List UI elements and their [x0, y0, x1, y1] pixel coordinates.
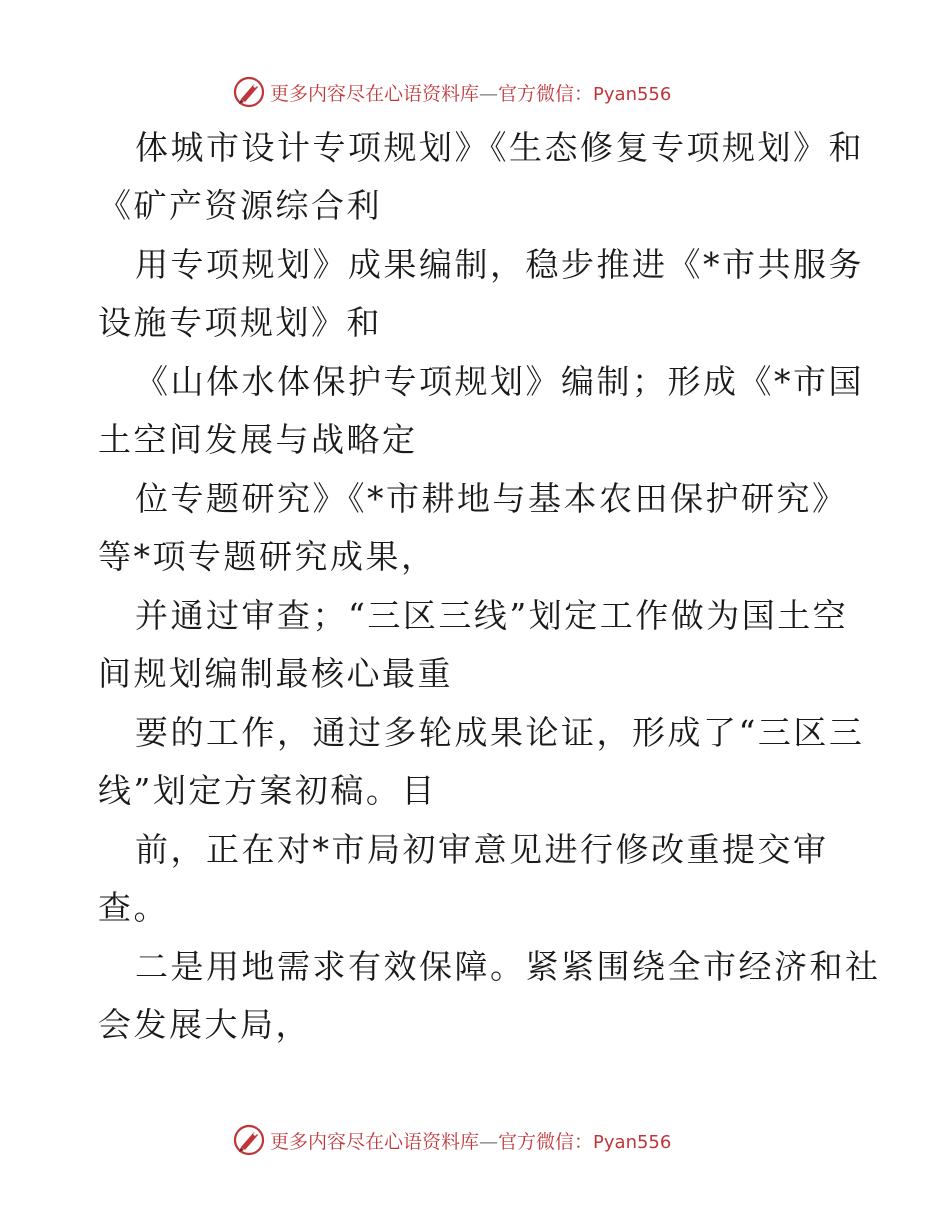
body-line-13: 前，正在对*市局初审意见进行修改重提交审 — [135, 830, 829, 869]
body-line-6: 土空间发展与战略定 — [98, 420, 418, 459]
body-line-8: 等*项专题研究成果， — [98, 537, 437, 576]
body-line-4: 设施专项规划》和 — [98, 303, 382, 342]
watermark-wechat-label: 官方微信： — [498, 1130, 594, 1153]
body-line-11: 要的工作，通过多轮成果论证，形成了“三区三 — [135, 713, 865, 752]
body-line-2: 《矿产资源综合利 — [98, 186, 382, 225]
footer-watermark — [0, 1120, 950, 1160]
body-line-5: 《山体水体保护专项规划》编制；形成《*市国 — [135, 362, 864, 401]
body-line-9: 并通过审查；“三区三线”划定工作做为国土空 — [135, 596, 849, 635]
body-line-15: 二是用地需求有效保障。紧紧围绕全市经济和社 — [135, 947, 881, 986]
body-line-1: 体城市设计专项规划》《生态修复专项规划》和 — [135, 128, 864, 167]
body-line-16: 会发展大局， — [98, 1005, 311, 1044]
watermark-site-text: 更多内容尽在心语资料库 — [270, 82, 480, 105]
body-line-7: 位专题研究》《*市耕地与基本农田保护研究》 — [135, 479, 848, 518]
watermark-site-text: 更多内容尽在心语资料库 — [270, 1130, 480, 1153]
body-line-14: 查。 — [98, 888, 169, 927]
watermark-wechat-id: Pyan556 — [593, 83, 672, 105]
pen-logo-icon — [232, 75, 266, 109]
body-line-10: 间规划编制最核心最重 — [98, 654, 453, 693]
watermark-dash: — — [479, 82, 499, 105]
watermark-wechat-label: 官方微信： — [498, 82, 594, 105]
body-line-12: 线”划定方案初稿。目 — [98, 771, 437, 810]
watermark-dash: — — [479, 1130, 499, 1153]
watermark-wechat-id: Pyan556 — [593, 1131, 672, 1153]
header-watermark — [0, 72, 950, 112]
body-line-3: 用专项规划》成果编制，稳步推进《*市共服务 — [135, 245, 864, 284]
pen-logo-icon — [232, 1123, 266, 1157]
